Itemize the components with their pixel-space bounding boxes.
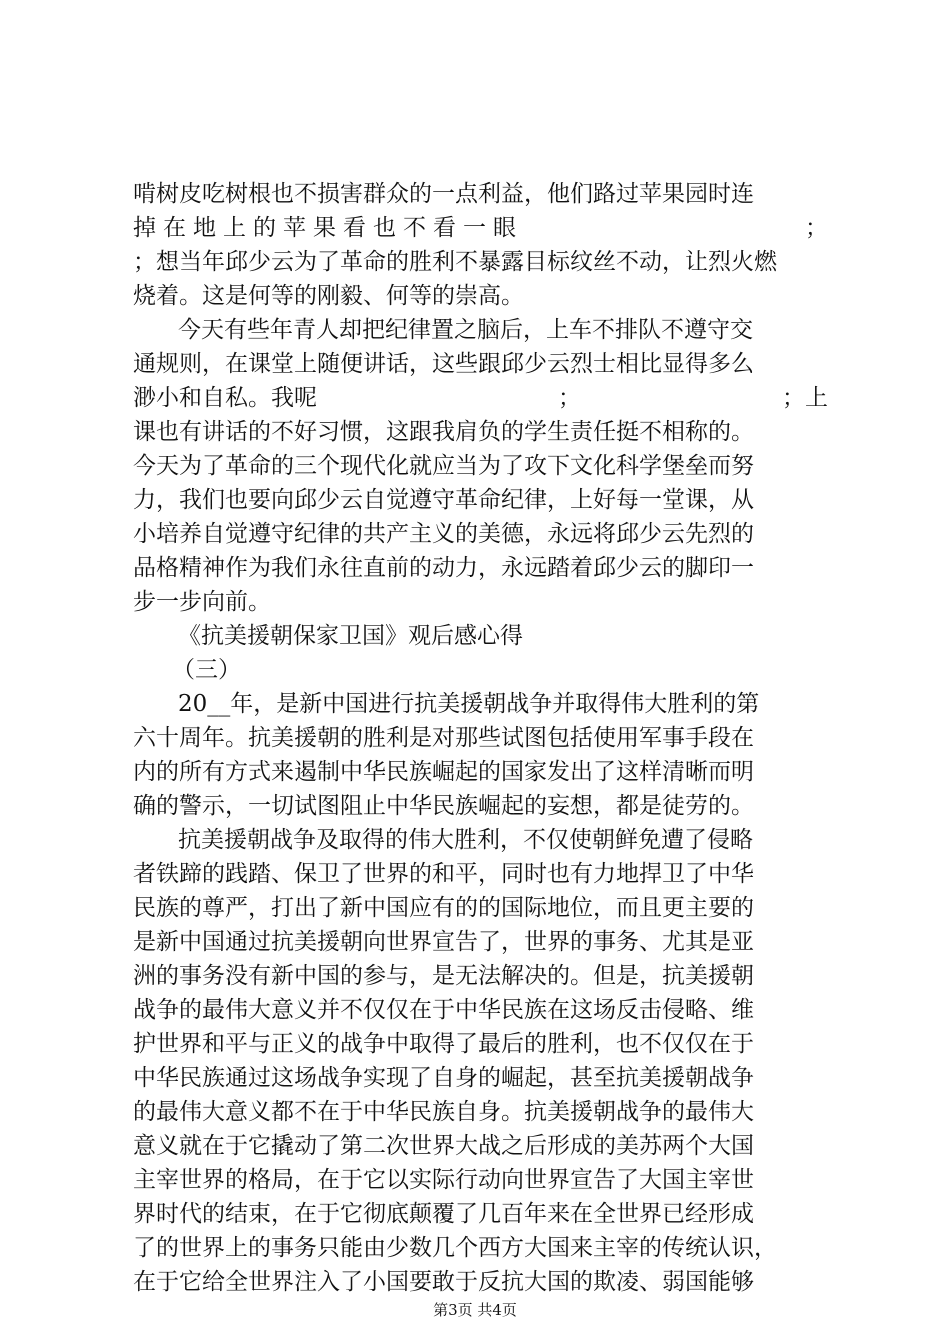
text-line: 护世界和平与正义的战争中取得了最后的胜利，也不仅仅在于 [133,1031,754,1057]
text-line: 内的所有方式来遏制中华民族崛起的国家发出了这样清晰而明 [133,759,754,785]
text-line: 力，我们也要向邱少云自觉遵守革命纪律，上好每一堂课，从 [133,487,754,513]
text-line: 品格精神作为我们永往直前的动力，永远踏着邱少云的脚印一 [133,555,754,581]
text-fragment: ；上 [782,385,828,411]
text-line: 啃树皮吃树根也不损害群众的一点利益，他们路过苹果园时连 [133,181,754,207]
text-line: 洲的事务没有新中国的参与，是无法解决的。但是，抗美援朝 [133,963,754,989]
text-line: 意义就在于它撬动了第二次世界大战之后形成的美苏两个大国 [133,1133,754,1159]
section-number: （三） [172,657,241,683]
text-line [133,210,828,246]
text-line: 通规则，在课堂上随便讲话，这些跟邱少云烈士相比显得多么 [133,351,754,377]
text-line: 课也有讲话的不好习惯，这跟我肩负的学生责任挺不相称的。 [133,419,754,445]
text-line: 确的警示，一切试图阻止中华民族崛起的妄想，都是徒劳的。 [133,793,754,819]
text-fragment: 渺小和自私。我呢 [133,385,317,411]
text-line: 步一步向前。 [133,589,271,615]
text-line: 是新中国通过抗美援朝向世界宣告了，世界的事务、尤其是亚 [133,929,754,955]
text-fragment: 掉在地上的苹果看也不看一眼 [133,215,523,241]
section-title: 《抗美援朝保家卫国》观后感心得 [178,623,523,649]
text-line: 战争的最伟大意义并不仅仅在于中华民族在这场反击侵略、维 [133,997,754,1023]
text-line: 主宰世界的格局，在于它以实际行动向世界宣告了大国主宰世 [133,1167,754,1193]
text-line: 者铁蹄的践踏、保卫了世界的和平，同时也有力地捍卫了中华 [133,861,754,887]
text-line: 民族的尊严，打出了新中国应有的的国际地位，而且更主要的 [133,895,754,921]
text-line: 在于它给全世界注入了小国要敢于反抗大国的欺凌、弱国能够 [133,1269,754,1295]
text-line: 界时代的结束，在于它彻底颠覆了几百年来在全世界已经形成 [133,1201,754,1227]
text-line: 六十周年。抗美援朝的胜利是对那些试图包括使用军事手段在 [133,725,754,751]
text-line: 今天为了革命的三个现代化就应当为了攻下文化科学堡垒而努 [133,453,754,479]
text-line: 20__年，是新中国进行抗美援朝战争并取得伟大胜利的第 [178,691,760,717]
page-footer: 第3页 共4页 [433,1301,517,1319]
text-line: 的最伟大意义都不在于中华民族自身。抗美援朝战争的最伟大 [133,1099,754,1125]
text-line: 烧着。这是何等的刚毅、何等的崇高。 [133,283,524,309]
text-line: 小培养自觉遵守纪律的共产主义的美德，永远将邱少云先烈的 [133,521,754,547]
text-line: 中华民族通过这场战争实现了自身的崛起，甚至抗美援朝战争 [133,1065,754,1091]
text-line: 抗美援朝战争及取得的伟大胜利，不仅使朝鲜免遭了侵略 [178,827,753,853]
text-line: ；想当年邱少云为了革命的胜利不暴露目标纹丝不动，让烈火燃 [133,249,777,275]
text-line [133,380,828,416]
text-fragment: ； [558,385,581,411]
text-fragment: ； [805,215,828,241]
text-line: 了的世界上的事务只能由少数几个西方大国来主宰的传统认识， [133,1235,777,1261]
text-line: 今天有些年青人却把纪律置之脑后，上车不排队不遵守交 [178,317,753,343]
